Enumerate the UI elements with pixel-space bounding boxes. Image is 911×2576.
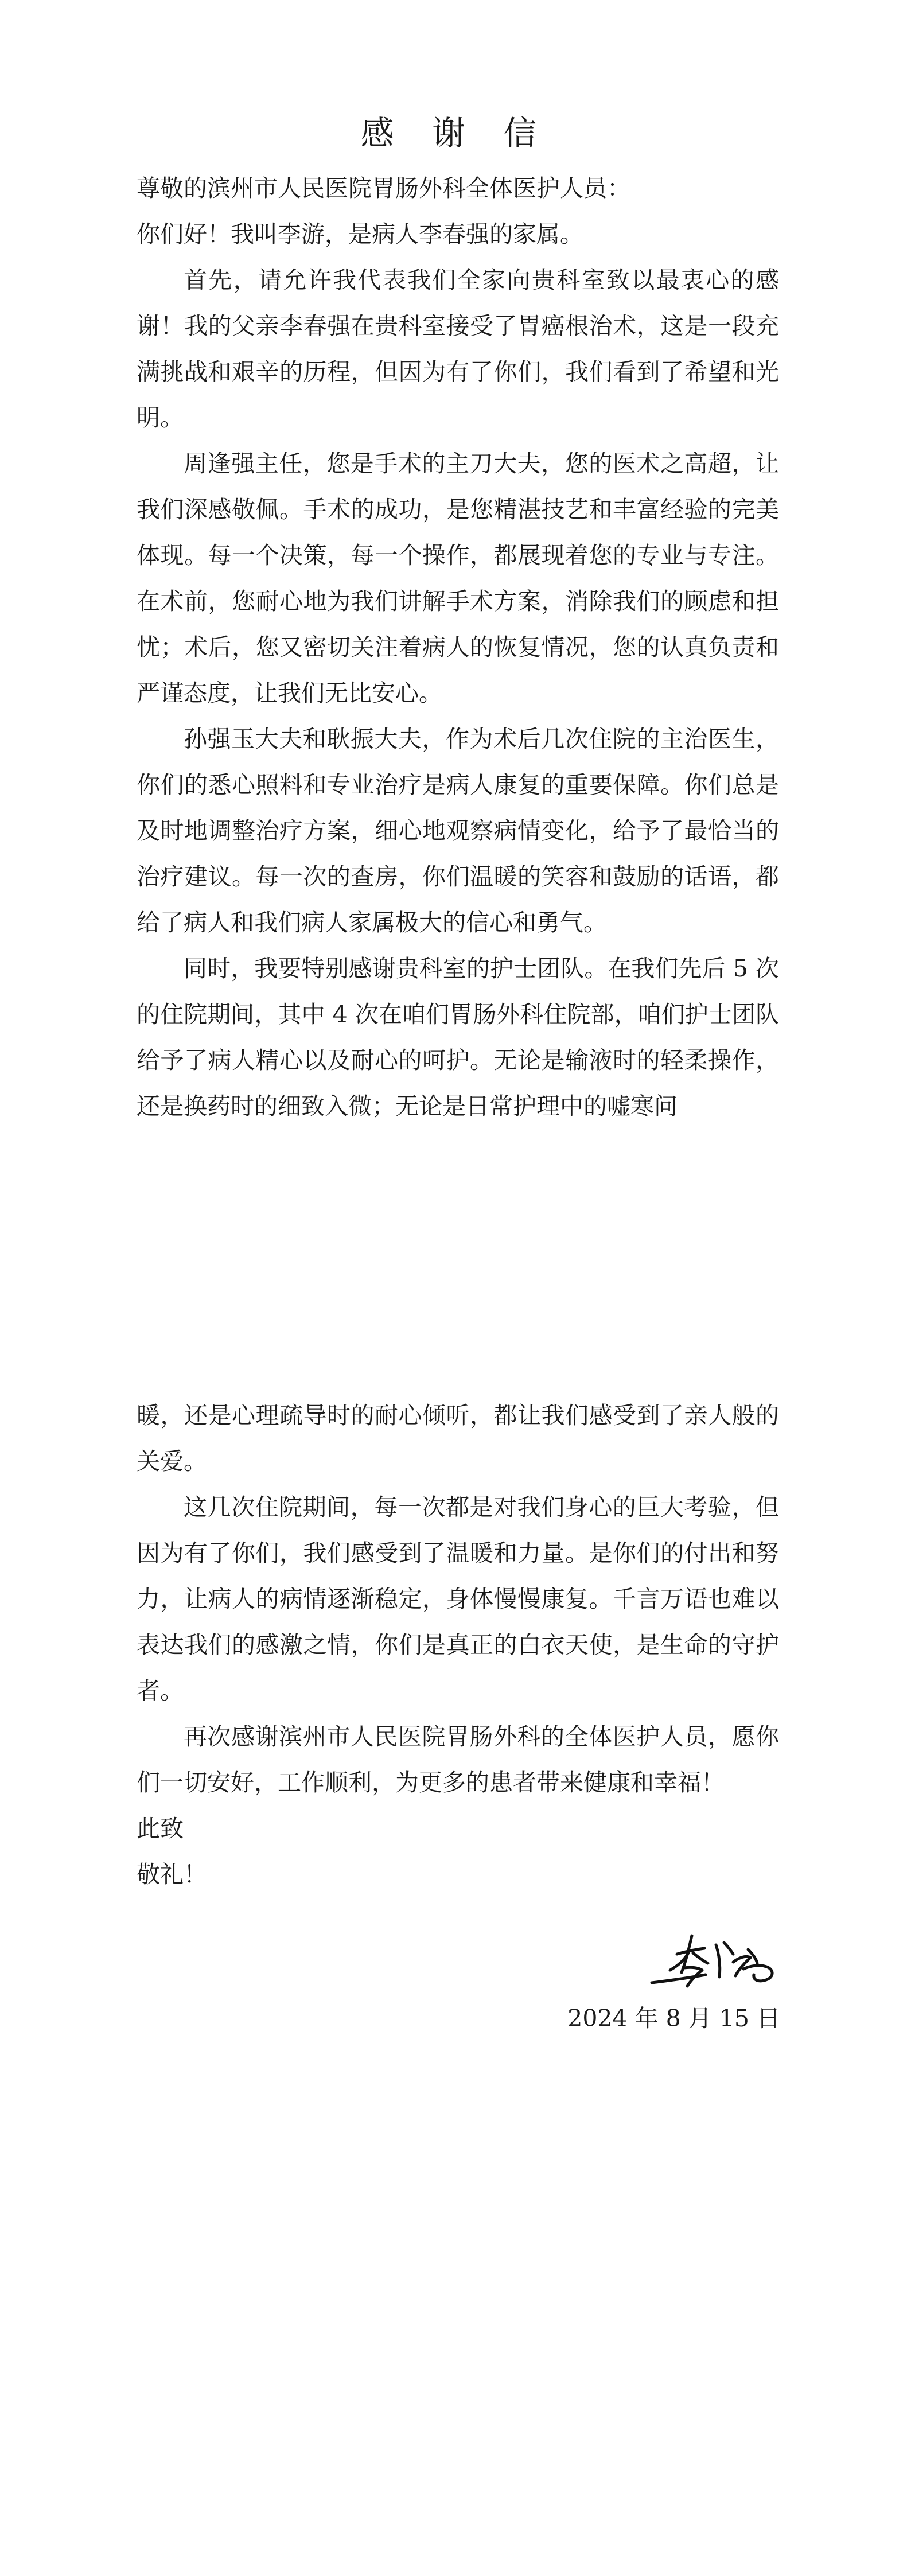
paragraph-surgeon: 周逢强主任，您是手术的主刀大夫，您的医术之高超，让我们深感敬佩。手术的成功，是您精湛技艺和丰富经验的完美体现。每一个决策，每一个操作，都展现着您的专业与专注。在术前，您耐心地为我们讲解手术方案，消除我们的顾虑和担忧；术后，您又密切关注着病人的恢复情况，您的认真负责和严谨态度，让我们无比安心。: [137, 450, 779, 707]
paragraph-attending-doctors: 孙强玉大夫和耿振大夫，作为术后几次住院的主治医生，你们的悉心照料和专业治疗是病人康复的重要保障。你们总是及时地调整治疗方案，细心地观察病情变化，给予了最恰当的治疗建议。每一次的查房，你们温暖的笑容和鼓励的话语，都给了病人和我们病人家属极大的信心和勇气。: [137, 725, 779, 936]
letter-date: 2024 年 8 月 15 日: [567, 2005, 780, 2032]
greeting: 你们好！我叫李游，是病人李春强的家属。: [137, 220, 583, 248]
letter-body-part-2: [137, 1392, 779, 1897]
letter-body-part-1: [137, 165, 779, 1129]
letter-title: 感 谢 信: [360, 114, 551, 153]
paragraph-gratitude: 这几次住院期间，每一次都是对我们身心的巨大考验，但因为有了你们，我们感受到了温暖和力量。是你们的付出和努力，让病人的病情逐渐稳定，身体慢慢康复。千言万语也难以表达我们的感激之情，你们是真正的白衣天使，是生命的守护者。: [137, 1493, 779, 1705]
paragraph-final-thanks: 再次感谢滨州市人民医院胃肠外科的全体医护人员，愿你们一切安好，工作顺利，为更多的患者带来健康和幸福！: [137, 1723, 779, 1796]
paragraph-continuation: 暖，还是心理疏导时的耐心倾听，都让我们感受到了亲人般的关爱。: [137, 1402, 779, 1475]
paragraph-thanks: 首先，请允许我代表我们全家向贵科室致以最衷心的感谢！我的父亲李春强在贵科室接受了胃癌根治术，这是一段充满挑战和艰辛的历程，但因为有了你们，我们看到了希望和光明。: [137, 266, 779, 431]
closing-line-2: 敬礼！: [137, 1861, 207, 1888]
salutation: 尊敬的滨州市人民医院胃肠外科全体医护人员：: [137, 174, 630, 202]
paragraph-nursing-team: 同时，我要特别感谢贵科室的护士团队。在我们先后 5 次的住院期间，其中 4 次在咱们胃肠外科住院部，咱们护士团队给予了病人精心以及耐心的呵护。无论是输液时的轻柔操作，还是换药时的细致入微；无论是日常护理中的嘘寒问: [137, 955, 779, 1120]
closing-line-1: 此致: [137, 1815, 184, 1842]
handwritten-signature: [647, 1928, 785, 1991]
